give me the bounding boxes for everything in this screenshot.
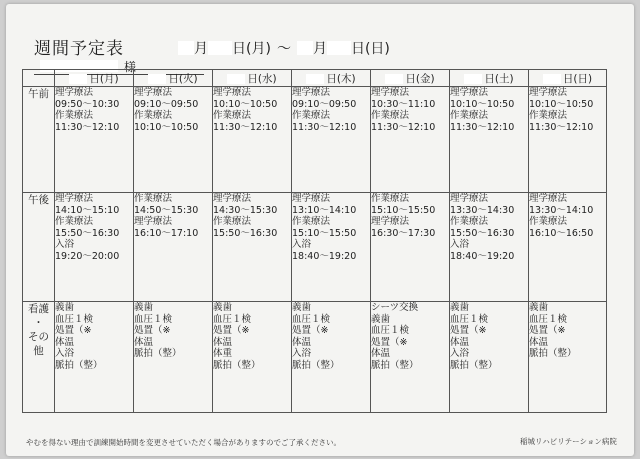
schedule-cell bbox=[450, 302, 529, 413]
schedule-line: 09:10〜09:50 bbox=[292, 98, 357, 110]
schedule-line: 脈拍（整） bbox=[371, 359, 419, 371]
schedule-line: 義歯 bbox=[292, 302, 312, 313]
weekly-schedule-table bbox=[22, 69, 607, 413]
schedule-line: 脈拍（整） bbox=[213, 359, 261, 371]
schedule-line: 10:10〜10:50 bbox=[450, 98, 515, 110]
schedule-line: 作業療法 bbox=[371, 110, 410, 121]
schedule-cell bbox=[529, 302, 607, 413]
schedule-line: 処置（※ bbox=[450, 325, 487, 336]
schedule-cell bbox=[371, 302, 450, 413]
schedule-line: 脈拍（整） bbox=[292, 359, 340, 371]
schedule-line: 作業療法 bbox=[55, 216, 94, 227]
day-header: 日(金) bbox=[371, 70, 450, 87]
schedule-cell bbox=[55, 302, 134, 413]
schedule-line: 理学療法 bbox=[450, 87, 489, 98]
schedule-line: 体温 bbox=[134, 336, 154, 348]
schedule-line: 18:40〜19:20 bbox=[292, 250, 357, 262]
schedule-line: 理学療法 bbox=[371, 87, 410, 98]
day-header: 日(月) bbox=[55, 70, 134, 87]
row-label-am: 午前 bbox=[23, 87, 55, 193]
schedule-line: 義歯 bbox=[134, 302, 154, 313]
redacted-start-month bbox=[178, 41, 194, 55]
schedule-line: 15:10〜15:50 bbox=[371, 204, 436, 216]
schedule-line: 理学療法 bbox=[529, 193, 568, 204]
schedule-cell bbox=[134, 87, 213, 193]
schedule-cell bbox=[292, 193, 371, 302]
schedule-line: 脈拍（整） bbox=[55, 359, 103, 371]
schedule-line: 14:10〜15:10 bbox=[55, 204, 120, 216]
schedule-line: 11:30〜12:10 bbox=[213, 121, 278, 133]
schedule-line: 作業療法 bbox=[292, 110, 331, 121]
schedule-line: 11:30〜12:10 bbox=[371, 121, 436, 133]
schedule-cell bbox=[213, 87, 292, 193]
schedule-line: 体温 bbox=[529, 336, 549, 348]
schedule-line: 15:50〜16:30 bbox=[55, 227, 120, 239]
schedule-line: 血圧１検 bbox=[213, 313, 252, 325]
schedule-line: 作業療法 bbox=[529, 110, 568, 121]
schedule-line: 10:30〜11:10 bbox=[371, 98, 436, 110]
schedule-line: 理学療法 bbox=[213, 193, 252, 204]
day-header: 日(水) bbox=[213, 70, 292, 87]
schedule-line: 入浴 bbox=[292, 348, 312, 359]
schedule-line: 16:30〜17:30 bbox=[371, 227, 436, 239]
schedule-line: 入浴 bbox=[55, 239, 75, 250]
schedule-line: 義歯 bbox=[213, 302, 233, 313]
schedule-line: 体温 bbox=[371, 348, 391, 359]
schedule-line: 処置（※ bbox=[529, 325, 566, 336]
schedule-line: 体温 bbox=[55, 336, 75, 348]
schedule-line: 16:10〜16:50 bbox=[529, 227, 594, 239]
schedule-line: 理学療法 bbox=[213, 87, 252, 98]
schedule-line: 体重 bbox=[213, 348, 233, 359]
schedule-line: 体温 bbox=[213, 336, 233, 348]
schedule-line: 15:10〜15:50 bbox=[292, 227, 357, 239]
schedule-line: 16:10〜17:10 bbox=[134, 227, 199, 239]
redacted-end-day bbox=[327, 41, 351, 55]
schedule-line: 脈拍（整） bbox=[450, 359, 498, 371]
schedule-line: 血圧１検 bbox=[55, 313, 94, 325]
schedule-line: 作業療法 bbox=[292, 216, 331, 227]
day-header: 日(土) bbox=[450, 70, 529, 87]
schedule-line: 血圧１検 bbox=[450, 313, 489, 325]
schedule-line: 理学療法 bbox=[134, 87, 173, 98]
hospital-name: 稲城リハビリテーション病院 bbox=[520, 437, 617, 446]
schedule-cell bbox=[213, 302, 292, 413]
schedule-line: 作業療法 bbox=[213, 216, 252, 227]
schedule-line: 血圧１検 bbox=[292, 313, 331, 325]
schedule-line: 理学療法 bbox=[292, 193, 331, 204]
schedule-line: シーツ交換 bbox=[371, 302, 419, 313]
schedule-line: 義歯 bbox=[55, 302, 75, 313]
schedule-line: 作業療法 bbox=[55, 110, 94, 121]
schedule-line: 作業療法 bbox=[213, 110, 252, 121]
schedule-line: 処置（※ bbox=[55, 325, 92, 336]
schedule-cell bbox=[371, 87, 450, 193]
schedule-line: 10:10〜10:50 bbox=[213, 98, 278, 110]
schedule-cell bbox=[529, 193, 607, 302]
schedule-line: 理学療法 bbox=[371, 216, 410, 227]
schedule-line: 11:30〜12:10 bbox=[450, 121, 515, 133]
schedule-line: 入浴 bbox=[450, 239, 470, 250]
schedule-cell bbox=[292, 302, 371, 413]
schedule-line: 19:20〜20:00 bbox=[55, 250, 120, 262]
schedule-line: 作業療法 bbox=[134, 193, 173, 204]
schedule-line: 15:50〜16:30 bbox=[213, 227, 278, 239]
patient-name-line: 様 bbox=[34, 58, 204, 75]
schedule-cell bbox=[134, 302, 213, 413]
schedule-cell bbox=[450, 87, 529, 193]
schedule-line: 処置（※ bbox=[371, 336, 408, 348]
schedule-line: 10:10〜10:50 bbox=[134, 121, 199, 133]
schedule-line: 処置（※ bbox=[134, 325, 171, 336]
redacted-end-month bbox=[297, 41, 313, 55]
schedule-line: 処置（※ bbox=[213, 325, 250, 336]
schedule-line: 入浴 bbox=[292, 239, 312, 250]
schedule-line: 18:40〜19:20 bbox=[450, 250, 515, 262]
schedule-line: 脈拍（整） bbox=[529, 348, 577, 359]
schedule-line: 理学療法 bbox=[292, 87, 331, 98]
schedule-line: 体温 bbox=[450, 336, 470, 348]
schedule-line: 作業療法 bbox=[529, 216, 568, 227]
schedule-line: 脈拍（整） bbox=[134, 348, 182, 359]
schedule-line: 入浴 bbox=[450, 348, 470, 359]
schedule-line: 11:30〜12:10 bbox=[292, 121, 357, 133]
schedule-line: 作業療法 bbox=[134, 110, 173, 121]
schedule-line: 理学療法 bbox=[55, 87, 94, 98]
redacted-start-day bbox=[208, 41, 232, 55]
schedule-line: 09:10〜09:50 bbox=[134, 98, 199, 110]
date-range: 月 日 (月) 〜 月 日 (日) bbox=[178, 38, 390, 58]
schedule-line: 10:10〜10:50 bbox=[529, 98, 594, 110]
schedule-line: 11:30〜12:10 bbox=[55, 121, 120, 133]
schedule-line: 14:30〜15:30 bbox=[213, 204, 278, 216]
schedule-line: 作業療法 bbox=[371, 193, 410, 204]
schedule-line: 義歯 bbox=[450, 302, 470, 313]
schedule-line: 11:30〜12:10 bbox=[529, 121, 594, 133]
schedule-line: 作業療法 bbox=[450, 110, 489, 121]
page-title: 週間予定表 bbox=[34, 39, 124, 59]
schedule-cell bbox=[450, 193, 529, 302]
schedule-cell bbox=[55, 193, 134, 302]
schedule-cell bbox=[213, 193, 292, 302]
row-label-pm: 午後 bbox=[23, 193, 55, 302]
day-header: 日(日) bbox=[529, 70, 607, 87]
schedule-line: 体温 bbox=[292, 336, 312, 348]
schedule-line: 血圧１検 bbox=[529, 313, 568, 325]
schedule-cell bbox=[371, 193, 450, 302]
schedule-cell bbox=[529, 87, 607, 193]
schedule-line: 入浴 bbox=[55, 348, 75, 359]
schedule-line: 理学療法 bbox=[529, 87, 568, 98]
row-label-other: 看護 ・ その 他 bbox=[23, 302, 55, 413]
schedule-line: 理学療法 bbox=[55, 193, 94, 204]
schedule-line: 血圧１検 bbox=[134, 313, 173, 325]
schedule-line: 09:50〜10:30 bbox=[55, 98, 120, 110]
schedule-line: 13:30〜14:30 bbox=[450, 204, 515, 216]
schedule-line: 作業療法 bbox=[450, 216, 489, 227]
schedule-line: 処置（※ bbox=[292, 325, 329, 336]
schedule-line: 理学療法 bbox=[450, 193, 489, 204]
schedule-line: 理学療法 bbox=[134, 216, 173, 227]
footer-note: やむを得ない理由で訓練開始時間を変更させていただく場合がありますのでご了承ください。 bbox=[26, 438, 341, 447]
schedule-cell bbox=[55, 87, 134, 193]
schedule-line: 血圧１検 bbox=[371, 325, 410, 336]
schedule-cell bbox=[134, 193, 213, 302]
schedule-line: 義歯 bbox=[529, 302, 549, 313]
corner-cell bbox=[23, 70, 55, 87]
day-header: 日(火) bbox=[134, 70, 213, 87]
schedule-line: 義歯 bbox=[371, 313, 391, 325]
schedule-line: 14:50〜15:30 bbox=[134, 204, 199, 216]
schedule-line: 15:50〜16:30 bbox=[450, 227, 515, 239]
schedule-cell bbox=[292, 87, 371, 193]
schedule-line: 13:10〜14:10 bbox=[292, 204, 357, 216]
schedule-line: 13:30〜14:10 bbox=[529, 204, 594, 216]
day-header: 日(木) bbox=[292, 70, 371, 87]
